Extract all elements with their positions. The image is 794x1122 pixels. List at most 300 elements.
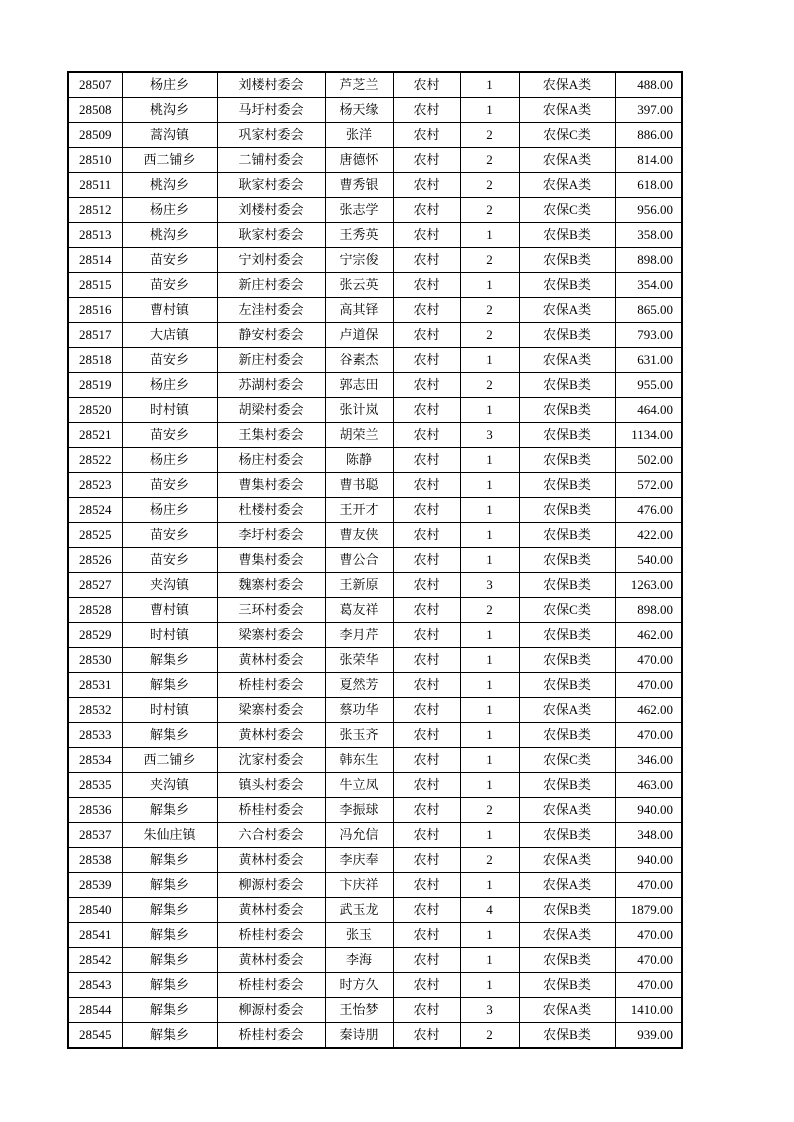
cell-township: 解集乡 bbox=[122, 898, 217, 923]
cell-township: 解集乡 bbox=[122, 723, 217, 748]
table-row bbox=[68, 948, 682, 973]
cell-amount: 1410.00 bbox=[615, 998, 682, 1023]
cell-residence-type: 农村 bbox=[393, 173, 460, 198]
cell-township: 杨庄乡 bbox=[122, 198, 217, 223]
table-row bbox=[68, 98, 682, 123]
cell-village-committee: 巩家村委会 bbox=[217, 123, 325, 148]
cell-township: 夹沟镇 bbox=[122, 773, 217, 798]
cell-township: 苗安乡 bbox=[122, 423, 217, 448]
cell-residence-type: 农村 bbox=[393, 548, 460, 573]
cell-insurance-class: 农保A类 bbox=[519, 72, 615, 98]
cell-residence-type: 农村 bbox=[393, 623, 460, 648]
table-row bbox=[68, 273, 682, 298]
cell-township: 西二铺乡 bbox=[122, 148, 217, 173]
cell-amount: 502.00 bbox=[615, 448, 682, 473]
cell-record-id: 28522 bbox=[68, 448, 122, 473]
cell-amount: 348.00 bbox=[615, 823, 682, 848]
table-row bbox=[68, 523, 682, 548]
cell-amount: 464.00 bbox=[615, 398, 682, 423]
cell-person-name: 韩东生 bbox=[325, 748, 393, 773]
cell-village-committee: 杨庄村委会 bbox=[217, 448, 325, 473]
cell-township: 杨庄乡 bbox=[122, 373, 217, 398]
table-row bbox=[68, 198, 682, 223]
cell-insurance-class: 农保B类 bbox=[519, 623, 615, 648]
cell-village-committee: 桥桂村委会 bbox=[217, 973, 325, 998]
cell-residence-type: 农村 bbox=[393, 273, 460, 298]
cell-village-committee: 黄林村委会 bbox=[217, 648, 325, 673]
cell-count: 1 bbox=[460, 523, 519, 548]
cell-amount: 470.00 bbox=[615, 873, 682, 898]
cell-count: 1 bbox=[460, 948, 519, 973]
cell-person-name: 王开才 bbox=[325, 498, 393, 523]
cell-village-committee: 黄林村委会 bbox=[217, 723, 325, 748]
cell-record-id: 28512 bbox=[68, 198, 122, 223]
cell-amount: 358.00 bbox=[615, 223, 682, 248]
cell-count: 1 bbox=[460, 623, 519, 648]
cell-insurance-class: 农保B类 bbox=[519, 1023, 615, 1049]
cell-count: 1 bbox=[460, 72, 519, 98]
cell-amount: 940.00 bbox=[615, 798, 682, 823]
cell-person-name: 张计岚 bbox=[325, 398, 393, 423]
cell-record-id: 28513 bbox=[68, 223, 122, 248]
cell-amount: 956.00 bbox=[615, 198, 682, 223]
cell-township: 桃沟乡 bbox=[122, 98, 217, 123]
cell-township: 解集乡 bbox=[122, 673, 217, 698]
cell-amount: 463.00 bbox=[615, 773, 682, 798]
table-row bbox=[68, 648, 682, 673]
cell-count: 2 bbox=[460, 248, 519, 273]
cell-person-name: 唐德怀 bbox=[325, 148, 393, 173]
cell-village-committee: 黄林村委会 bbox=[217, 898, 325, 923]
cell-record-id: 28516 bbox=[68, 298, 122, 323]
cell-count: 1 bbox=[460, 98, 519, 123]
cell-record-id: 28544 bbox=[68, 998, 122, 1023]
cell-record-id: 28524 bbox=[68, 498, 122, 523]
cell-person-name: 高其铎 bbox=[325, 298, 393, 323]
table-row bbox=[68, 923, 682, 948]
cell-township: 解集乡 bbox=[122, 648, 217, 673]
cell-residence-type: 农村 bbox=[393, 998, 460, 1023]
cell-residence-type: 农村 bbox=[393, 873, 460, 898]
cell-insurance-class: 农保A类 bbox=[519, 98, 615, 123]
cell-insurance-class: 农保B类 bbox=[519, 523, 615, 548]
cell-township: 时村镇 bbox=[122, 698, 217, 723]
cell-person-name: 王新原 bbox=[325, 573, 393, 598]
cell-village-committee: 宁刘村委会 bbox=[217, 248, 325, 273]
cell-insurance-class: 农保B类 bbox=[519, 248, 615, 273]
cell-record-id: 28519 bbox=[68, 373, 122, 398]
cell-person-name: 时方久 bbox=[325, 973, 393, 998]
table-row bbox=[68, 398, 682, 423]
cell-township: 杨庄乡 bbox=[122, 72, 217, 98]
records-table-body bbox=[68, 72, 682, 1048]
cell-amount: 631.00 bbox=[615, 348, 682, 373]
cell-person-name: 曹书聪 bbox=[325, 473, 393, 498]
cell-township: 蒿沟镇 bbox=[122, 123, 217, 148]
table-row bbox=[68, 323, 682, 348]
cell-amount: 939.00 bbox=[615, 1023, 682, 1049]
cell-insurance-class: 农保C类 bbox=[519, 198, 615, 223]
cell-insurance-class: 农保B类 bbox=[519, 948, 615, 973]
cell-residence-type: 农村 bbox=[393, 398, 460, 423]
cell-record-id: 28528 bbox=[68, 598, 122, 623]
cell-residence-type: 农村 bbox=[393, 473, 460, 498]
cell-village-committee: 六合村委会 bbox=[217, 823, 325, 848]
cell-record-id: 28521 bbox=[68, 423, 122, 448]
cell-village-committee: 桥桂村委会 bbox=[217, 1023, 325, 1049]
cell-residence-type: 农村 bbox=[393, 948, 460, 973]
cell-record-id: 28518 bbox=[68, 348, 122, 373]
cell-record-id: 28509 bbox=[68, 123, 122, 148]
cell-village-committee: 桥桂村委会 bbox=[217, 798, 325, 823]
cell-insurance-class: 农保B类 bbox=[519, 398, 615, 423]
cell-record-id: 28507 bbox=[68, 72, 122, 98]
cell-village-committee: 曹集村委会 bbox=[217, 473, 325, 498]
cell-count: 1 bbox=[460, 398, 519, 423]
cell-township: 朱仙庄镇 bbox=[122, 823, 217, 848]
cell-amount: 940.00 bbox=[615, 848, 682, 873]
cell-person-name: 张玉 bbox=[325, 923, 393, 948]
cell-township: 苗安乡 bbox=[122, 248, 217, 273]
cell-insurance-class: 农保B类 bbox=[519, 648, 615, 673]
cell-residence-type: 农村 bbox=[393, 798, 460, 823]
cell-amount: 540.00 bbox=[615, 548, 682, 573]
cell-count: 3 bbox=[460, 423, 519, 448]
table-row bbox=[68, 873, 682, 898]
cell-amount: 476.00 bbox=[615, 498, 682, 523]
cell-village-committee: 刘楼村委会 bbox=[217, 198, 325, 223]
cell-township: 解集乡 bbox=[122, 873, 217, 898]
cell-township: 苗安乡 bbox=[122, 273, 217, 298]
table-row bbox=[68, 373, 682, 398]
cell-village-committee: 杜楼村委会 bbox=[217, 498, 325, 523]
cell-residence-type: 农村 bbox=[393, 198, 460, 223]
cell-count: 1 bbox=[460, 823, 519, 848]
cell-village-committee: 新庄村委会 bbox=[217, 273, 325, 298]
table-row bbox=[68, 973, 682, 998]
cell-person-name: 张洋 bbox=[325, 123, 393, 148]
cell-person-name: 宁宗俊 bbox=[325, 248, 393, 273]
table-row bbox=[68, 223, 682, 248]
cell-count: 1 bbox=[460, 748, 519, 773]
cell-count: 1 bbox=[460, 698, 519, 723]
cell-person-name: 谷素杰 bbox=[325, 348, 393, 373]
cell-record-id: 28536 bbox=[68, 798, 122, 823]
cell-person-name: 郭志田 bbox=[325, 373, 393, 398]
cell-insurance-class: 农保A类 bbox=[519, 798, 615, 823]
table-row bbox=[68, 348, 682, 373]
cell-village-committee: 苏湖村委会 bbox=[217, 373, 325, 398]
cell-village-committee: 耿家村委会 bbox=[217, 223, 325, 248]
cell-count: 1 bbox=[460, 923, 519, 948]
cell-residence-type: 农村 bbox=[393, 498, 460, 523]
cell-amount: 618.00 bbox=[615, 173, 682, 198]
cell-village-committee: 静安村委会 bbox=[217, 323, 325, 348]
cell-person-name: 卢道保 bbox=[325, 323, 393, 348]
cell-residence-type: 农村 bbox=[393, 298, 460, 323]
cell-township: 杨庄乡 bbox=[122, 448, 217, 473]
cell-insurance-class: 农保B类 bbox=[519, 723, 615, 748]
cell-residence-type: 农村 bbox=[393, 648, 460, 673]
cell-person-name: 胡荣兰 bbox=[325, 423, 393, 448]
cell-insurance-class: 农保B类 bbox=[519, 573, 615, 598]
cell-record-id: 28526 bbox=[68, 548, 122, 573]
cell-residence-type: 农村 bbox=[393, 823, 460, 848]
cell-village-committee: 王集村委会 bbox=[217, 423, 325, 448]
cell-insurance-class: 农保A类 bbox=[519, 998, 615, 1023]
cell-village-committee: 梁寨村委会 bbox=[217, 623, 325, 648]
cell-insurance-class: 农保B类 bbox=[519, 373, 615, 398]
table-row bbox=[68, 72, 682, 98]
cell-person-name: 张云英 bbox=[325, 273, 393, 298]
cell-record-id: 28511 bbox=[68, 173, 122, 198]
cell-person-name: 王秀英 bbox=[325, 223, 393, 248]
cell-record-id: 28533 bbox=[68, 723, 122, 748]
cell-record-id: 28543 bbox=[68, 973, 122, 998]
cell-amount: 470.00 bbox=[615, 948, 682, 973]
table-row bbox=[68, 423, 682, 448]
cell-record-id: 28515 bbox=[68, 273, 122, 298]
cell-person-name: 李海 bbox=[325, 948, 393, 973]
cell-village-committee: 二铺村委会 bbox=[217, 148, 325, 173]
cell-residence-type: 农村 bbox=[393, 973, 460, 998]
cell-record-id: 28540 bbox=[68, 898, 122, 923]
cell-village-committee: 镇头村委会 bbox=[217, 773, 325, 798]
cell-record-id: 28532 bbox=[68, 698, 122, 723]
cell-insurance-class: 农保B类 bbox=[519, 498, 615, 523]
cell-record-id: 28525 bbox=[68, 523, 122, 548]
cell-record-id: 28514 bbox=[68, 248, 122, 273]
cell-record-id: 28537 bbox=[68, 823, 122, 848]
table-row bbox=[68, 598, 682, 623]
table-row bbox=[68, 623, 682, 648]
cell-count: 4 bbox=[460, 898, 519, 923]
cell-person-name: 陈静 bbox=[325, 448, 393, 473]
cell-person-name: 曹友侠 bbox=[325, 523, 393, 548]
cell-township: 苗安乡 bbox=[122, 348, 217, 373]
cell-amount: 470.00 bbox=[615, 923, 682, 948]
cell-amount: 422.00 bbox=[615, 523, 682, 548]
cell-amount: 470.00 bbox=[615, 973, 682, 998]
cell-township: 解集乡 bbox=[122, 848, 217, 873]
cell-residence-type: 农村 bbox=[393, 123, 460, 148]
cell-count: 1 bbox=[460, 773, 519, 798]
cell-person-name: 张荣华 bbox=[325, 648, 393, 673]
cell-residence-type: 农村 bbox=[393, 148, 460, 173]
cell-insurance-class: 农保B类 bbox=[519, 548, 615, 573]
cell-count: 3 bbox=[460, 573, 519, 598]
cell-record-id: 28538 bbox=[68, 848, 122, 873]
cell-village-committee: 梁寨村委会 bbox=[217, 698, 325, 723]
cell-village-committee: 柳源村委会 bbox=[217, 873, 325, 898]
cell-amount: 397.00 bbox=[615, 98, 682, 123]
table-row bbox=[68, 698, 682, 723]
cell-count: 2 bbox=[460, 848, 519, 873]
cell-count: 2 bbox=[460, 173, 519, 198]
table-row bbox=[68, 798, 682, 823]
cell-residence-type: 农村 bbox=[393, 348, 460, 373]
cell-residence-type: 农村 bbox=[393, 523, 460, 548]
cell-insurance-class: 农保C类 bbox=[519, 748, 615, 773]
cell-amount: 1134.00 bbox=[615, 423, 682, 448]
cell-amount: 572.00 bbox=[615, 473, 682, 498]
cell-person-name: 李振球 bbox=[325, 798, 393, 823]
cell-residence-type: 农村 bbox=[393, 598, 460, 623]
cell-count: 2 bbox=[460, 323, 519, 348]
cell-amount: 1263.00 bbox=[615, 573, 682, 598]
cell-person-name: 曹秀银 bbox=[325, 173, 393, 198]
cell-record-id: 28508 bbox=[68, 98, 122, 123]
cell-township: 夹沟镇 bbox=[122, 573, 217, 598]
cell-village-committee: 刘楼村委会 bbox=[217, 72, 325, 98]
cell-amount: 470.00 bbox=[615, 673, 682, 698]
cell-insurance-class: 农保B类 bbox=[519, 323, 615, 348]
cell-count: 1 bbox=[460, 873, 519, 898]
cell-residence-type: 农村 bbox=[393, 698, 460, 723]
cell-count: 1 bbox=[460, 723, 519, 748]
cell-village-committee: 桥桂村委会 bbox=[217, 673, 325, 698]
cell-record-id: 28530 bbox=[68, 648, 122, 673]
cell-township: 时村镇 bbox=[122, 623, 217, 648]
cell-amount: 470.00 bbox=[615, 723, 682, 748]
cell-township: 解集乡 bbox=[122, 998, 217, 1023]
cell-insurance-class: 农保B类 bbox=[519, 473, 615, 498]
cell-count: 1 bbox=[460, 348, 519, 373]
cell-insurance-class: 农保B类 bbox=[519, 223, 615, 248]
cell-village-committee: 曹集村委会 bbox=[217, 548, 325, 573]
table-row bbox=[68, 173, 682, 198]
cell-count: 1 bbox=[460, 648, 519, 673]
cell-record-id: 28535 bbox=[68, 773, 122, 798]
cell-township: 大店镇 bbox=[122, 323, 217, 348]
cell-insurance-class: 农保A类 bbox=[519, 698, 615, 723]
cell-residence-type: 农村 bbox=[393, 72, 460, 98]
cell-township: 桃沟乡 bbox=[122, 223, 217, 248]
cell-residence-type: 农村 bbox=[393, 923, 460, 948]
cell-insurance-class: 农保A类 bbox=[519, 298, 615, 323]
cell-record-id: 28527 bbox=[68, 573, 122, 598]
cell-amount: 488.00 bbox=[615, 72, 682, 98]
cell-residence-type: 农村 bbox=[393, 723, 460, 748]
table-row bbox=[68, 773, 682, 798]
cell-village-committee: 耿家村委会 bbox=[217, 173, 325, 198]
table-row bbox=[68, 848, 682, 873]
cell-residence-type: 农村 bbox=[393, 848, 460, 873]
cell-amount: 470.00 bbox=[615, 648, 682, 673]
cell-count: 2 bbox=[460, 373, 519, 398]
cell-village-committee: 马圩村委会 bbox=[217, 98, 325, 123]
cell-person-name: 曹公合 bbox=[325, 548, 393, 573]
cell-township: 桃沟乡 bbox=[122, 173, 217, 198]
cell-record-id: 28523 bbox=[68, 473, 122, 498]
cell-person-name: 李庆奉 bbox=[325, 848, 393, 873]
cell-insurance-class: 农保B类 bbox=[519, 448, 615, 473]
cell-township: 解集乡 bbox=[122, 923, 217, 948]
table-row bbox=[68, 298, 682, 323]
cell-township: 曹村镇 bbox=[122, 298, 217, 323]
cell-record-id: 28541 bbox=[68, 923, 122, 948]
cell-township: 解集乡 bbox=[122, 1023, 217, 1049]
cell-count: 1 bbox=[460, 673, 519, 698]
cell-insurance-class: 农保A类 bbox=[519, 173, 615, 198]
cell-amount: 865.00 bbox=[615, 298, 682, 323]
cell-record-id: 28529 bbox=[68, 623, 122, 648]
cell-insurance-class: 农保C类 bbox=[519, 598, 615, 623]
cell-amount: 955.00 bbox=[615, 373, 682, 398]
cell-village-committee: 左洼村委会 bbox=[217, 298, 325, 323]
records-table bbox=[67, 71, 683, 1049]
cell-village-committee: 李圩村委会 bbox=[217, 523, 325, 548]
cell-township: 解集乡 bbox=[122, 948, 217, 973]
cell-record-id: 28510 bbox=[68, 148, 122, 173]
cell-residence-type: 农村 bbox=[393, 248, 460, 273]
cell-count: 2 bbox=[460, 1023, 519, 1049]
cell-insurance-class: 农保B类 bbox=[519, 773, 615, 798]
cell-insurance-class: 农保B类 bbox=[519, 823, 615, 848]
table-row bbox=[68, 573, 682, 598]
table-row bbox=[68, 498, 682, 523]
cell-township: 苗安乡 bbox=[122, 473, 217, 498]
cell-person-name: 夏然芳 bbox=[325, 673, 393, 698]
cell-count: 1 bbox=[460, 448, 519, 473]
cell-residence-type: 农村 bbox=[393, 773, 460, 798]
cell-residence-type: 农村 bbox=[393, 1023, 460, 1049]
cell-amount: 898.00 bbox=[615, 248, 682, 273]
cell-record-id: 28517 bbox=[68, 323, 122, 348]
cell-insurance-class: 农保B类 bbox=[519, 423, 615, 448]
cell-person-name: 武玉龙 bbox=[325, 898, 393, 923]
cell-village-committee: 沈家村委会 bbox=[217, 748, 325, 773]
cell-record-id: 28539 bbox=[68, 873, 122, 898]
cell-village-committee: 黄林村委会 bbox=[217, 848, 325, 873]
cell-township: 时村镇 bbox=[122, 398, 217, 423]
cell-amount: 354.00 bbox=[615, 273, 682, 298]
cell-person-name: 卞庆祥 bbox=[325, 873, 393, 898]
cell-count: 1 bbox=[460, 548, 519, 573]
cell-residence-type: 农村 bbox=[393, 323, 460, 348]
cell-residence-type: 农村 bbox=[393, 423, 460, 448]
cell-village-committee: 魏寨村委会 bbox=[217, 573, 325, 598]
cell-insurance-class: 农保B类 bbox=[519, 973, 615, 998]
cell-person-name: 芦芝兰 bbox=[325, 72, 393, 98]
cell-record-id: 28545 bbox=[68, 1023, 122, 1049]
cell-count: 1 bbox=[460, 223, 519, 248]
cell-village-committee: 胡梁村委会 bbox=[217, 398, 325, 423]
cell-village-committee: 柳源村委会 bbox=[217, 998, 325, 1023]
cell-count: 3 bbox=[460, 998, 519, 1023]
cell-village-committee: 黄林村委会 bbox=[217, 948, 325, 973]
table-row bbox=[68, 998, 682, 1023]
cell-amount: 898.00 bbox=[615, 598, 682, 623]
cell-township: 解集乡 bbox=[122, 798, 217, 823]
cell-insurance-class: 农保C类 bbox=[519, 123, 615, 148]
cell-residence-type: 农村 bbox=[393, 98, 460, 123]
cell-record-id: 28534 bbox=[68, 748, 122, 773]
cell-residence-type: 农村 bbox=[393, 223, 460, 248]
table-row bbox=[68, 123, 682, 148]
cell-residence-type: 农村 bbox=[393, 673, 460, 698]
cell-record-id: 28542 bbox=[68, 948, 122, 973]
cell-amount: 1879.00 bbox=[615, 898, 682, 923]
cell-amount: 346.00 bbox=[615, 748, 682, 773]
cell-insurance-class: 农保A类 bbox=[519, 348, 615, 373]
cell-village-committee: 新庄村委会 bbox=[217, 348, 325, 373]
cell-insurance-class: 农保B类 bbox=[519, 673, 615, 698]
cell-record-id: 28531 bbox=[68, 673, 122, 698]
table-row bbox=[68, 1023, 682, 1049]
cell-count: 1 bbox=[460, 498, 519, 523]
cell-residence-type: 农村 bbox=[393, 748, 460, 773]
